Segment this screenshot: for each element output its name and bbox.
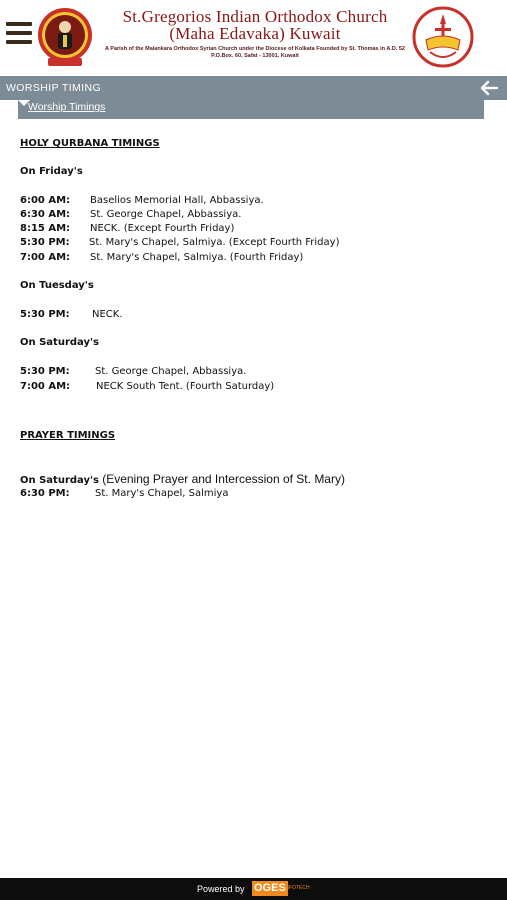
prayer-saturday-line xyxy=(20,472,345,486)
app-header xyxy=(0,0,507,76)
tab-worship-timings[interactable]: Worship Timings xyxy=(28,101,106,113)
schedule-place: St. George Chapel, Abbassiya. xyxy=(90,209,242,220)
church-title-line2: (Maha Edavaka) Kuwait xyxy=(169,24,341,43)
schedule-time: 5:30 PM: xyxy=(20,237,70,248)
schedule-time: 7:00 AM: xyxy=(20,252,71,263)
schedule-time: 6:00 AM: xyxy=(20,195,71,206)
prayer-heading: PRAYER TIMINGS xyxy=(20,430,116,441)
schedule-time: 6:30 PM: xyxy=(20,488,70,499)
schedule-time: 6:30 AM: xyxy=(20,209,71,220)
back-arrow-icon[interactable] xyxy=(479,78,499,98)
oges-logo[interactable]: OGES xyxy=(254,882,286,894)
hamburger-menu-icon[interactable] xyxy=(6,22,32,46)
schedule-place: St. George Chapel, Abbassiya. xyxy=(95,366,247,377)
schedule-time: 5:30 PM: xyxy=(20,309,70,320)
page-title: WORSHIP TIMING xyxy=(6,82,102,94)
schedule-place: NECK. xyxy=(92,309,123,320)
qurbana-heading: HOLY QURBANA TIMINGS xyxy=(20,138,160,149)
footer-bar xyxy=(0,878,507,900)
schedule-place: St. Mary's Chapel, Salmiya. (Fourth Friday) xyxy=(90,252,304,263)
church-subtitle xyxy=(100,46,410,60)
tuesday-label: On Tuesday's xyxy=(20,280,94,291)
church-saint-logo xyxy=(36,6,94,70)
schedule-place: St. Mary's Chapel, Salmiya. (Except Fourth Friday) xyxy=(89,237,340,248)
schedule-place: NECK South Tent. (Fourth Saturday) xyxy=(96,381,275,392)
schedule-time: 5:30 PM: xyxy=(20,366,70,377)
church-title-line1: St.Gregorios Indian Orthodox Church xyxy=(122,7,388,26)
schedule-time: 7:00 AM: xyxy=(20,381,71,392)
prayer-saturday-label: On Saturday's xyxy=(20,475,100,486)
church-title xyxy=(96,8,414,42)
page-title-bar xyxy=(0,76,507,100)
schedule-time: 8:15 AM: xyxy=(20,223,71,234)
infotech-text: INFOTECH xyxy=(284,885,310,891)
church-subtitle-line2: P.O.Box. 60, Safat - 13001, Kuwait xyxy=(211,53,299,59)
schedule-place: Baselios Memorial Hall, Abbassiya. xyxy=(90,195,264,206)
schedule-place: St. Mary's Chapel, Salmiya xyxy=(95,488,229,499)
saturday-label: On Saturday's xyxy=(20,337,100,348)
church-subtitle-line1: A Parish of the Malankara Orthodox Syrian Church under the Diocese of Kolkata Founded by St. Thomas in A.D. 52 xyxy=(104,46,405,52)
church-emblem-logo xyxy=(412,6,474,68)
schedule-place: NECK. (Except Fourth Friday) xyxy=(90,223,235,234)
powered-by-text: Powered by xyxy=(197,884,245,894)
prayer-saturday-note: (Evening Prayer and Intercession of St. Mary) xyxy=(102,472,345,486)
friday-label: On Friday's xyxy=(20,166,83,177)
